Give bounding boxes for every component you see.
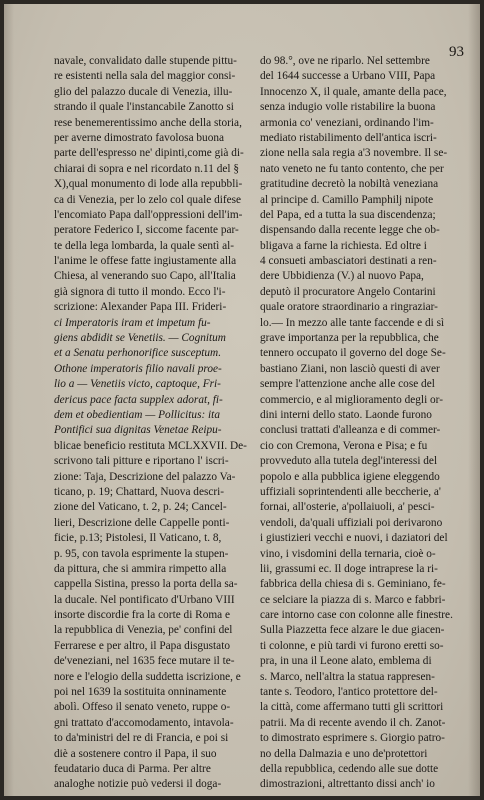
text-line: re esistenti nella sala del maggior consi- [54, 70, 236, 83]
text-line: lii, grassumi ec. Il doge intraprese la ri- [260, 562, 438, 575]
text-line: armonia co' veneziani, ordinando l'im- [260, 116, 434, 129]
text-line: nore e l'elogio della suddetta iscrizione, e [54, 670, 241, 683]
text-line: dimostrazioni, altrettanto dissi anch' io [260, 778, 435, 791]
text-line: parte dell'espresso ne' dipinti,come già di- [54, 147, 244, 160]
text-line: to dimostrato esprimere s. Giorgio patro- [260, 732, 445, 745]
text-line: insorte discordie fra la corte di Roma e [54, 609, 230, 622]
text-line: no della Dalmazia e uno de'protettori [260, 747, 428, 760]
text-line: gratitudine decretò la nobiltà veneziana [260, 178, 439, 191]
text-line: Ferrarese e per altro, il Papa disgustato [54, 639, 230, 652]
text-line: al principe d. Camillo Pamphilj nipote [260, 193, 434, 206]
text-line: zione: Taja, Descrizione del palazzo Va- [54, 470, 236, 483]
text-line: peratore Federico I, siccome facente par- [54, 224, 239, 237]
text-line: del 1644 successe a Urbano VIII, Papa [260, 70, 436, 83]
page-edge-shadow [468, 4, 480, 796]
text-line: care intorno case con colonne alle finestre. [260, 609, 453, 622]
text-line: zione nella sala regia a'3 novembre. Il se- [260, 147, 448, 160]
text-line: quale oratore straordinario a ringraziar- [260, 301, 438, 314]
text-line: lio a — Venetiis victo, captoque, Fri- [54, 378, 221, 391]
text-line: pra, in una il Leone alato, emblema di [260, 655, 432, 668]
text-line: gni trattato d'accomodamento, intavola- [54, 716, 234, 729]
text-line: scrivono tali pitture e riportano l' iscri- [54, 455, 229, 468]
text-line: patrii. Ma di recente avendo il ch. Zanot- [260, 716, 446, 729]
text-line: poi nel 1639 la sostituita onninamente [54, 686, 227, 699]
text-line: tante s. Teodoro, l'antico protettore del- [260, 686, 438, 699]
text-line: de'veneziani, nel 1635 fece mutare il te- [54, 655, 235, 668]
text-line: scrizione: Alexander Papa III. Frideri- [54, 301, 227, 314]
text-line: ti colonne, e più tardi vi furono eretti so- [260, 639, 444, 652]
text-line: bastiano Ziani, non lasciò questi di aver [260, 362, 440, 375]
text-line: zione del Vaticano, t. 2, p. 24; Cancel- [54, 501, 227, 514]
text-line: dere Ubbidienza (V.) al nuovo Papa, [260, 270, 424, 283]
text-line: tennero occupato il governo del doge Se- [260, 347, 446, 360]
text-line: do 98.°, ove ne riparlo. Nel settembre [260, 55, 430, 67]
text-line: fornai, all'osterie, a'pollaiuoli, a' pesci- [260, 501, 435, 514]
text-line: lo.— In mezzo alle tante faccende e di sì [260, 316, 445, 329]
book-page [4, 4, 480, 796]
text-line: X),qual monumento di lode alla repubbli- [54, 178, 243, 191]
text-line: cappella Sistina, presso la porta della sa- [54, 578, 238, 591]
text-line: ficie, p.13; Pistolesi, Il Vaticano, t. 8, [54, 532, 222, 545]
text-line: già signora di tutto il mondo. Ecco l'i- [54, 285, 226, 298]
text-line: deputò il procuratore Angelo Contarini [260, 285, 436, 298]
page-number: 93 [449, 44, 464, 60]
text-line: popolo e alla pubblica igiene eleggendo [260, 470, 440, 483]
page-gutter-shadow [4, 4, 14, 796]
text-line: Othone imperatoris filio navali proe- [54, 362, 222, 375]
text-line: conclusi trattati d'alleanza e di commer- [260, 424, 441, 437]
text-line: sempre l'attenzione anche alle cose del [260, 378, 435, 391]
text-line: p. 95, con tavola esprimente la stupen- [54, 547, 229, 560]
text-line: blicae beneficio restituta MCLXXVII. De- [54, 439, 247, 452]
text-line: della repubblica, cedendo alle sue dotte [260, 762, 439, 775]
text-line: Chiesa, al venerando suo Capo, all'Italia [54, 270, 236, 283]
text-line: Pontifici sua dignitas Venetae Reipu- [54, 424, 222, 437]
text-line: dericus pace facta supplex adorat, fi- [54, 393, 223, 406]
text-line: i giustizieri vecchi e nuovi, i daziatori del [260, 532, 448, 545]
text-line: commercio, e al miglioramento degli or- [260, 393, 443, 406]
text-line: la repubblica di Venezia, pe' confini del [54, 624, 233, 637]
text-line: lieri, Descrizione delle Cappelle ponti- [54, 516, 230, 529]
text-line: ticano, p. 19; Chattard, Nuova descri- [54, 485, 225, 498]
text-line: ci Imperatoris iram et impetum fu- [54, 316, 211, 329]
text-line: fabbrica della chiesa di s. Geminiano, fe- [260, 578, 446, 591]
text-line: strando il quale l'instancabile Zanotto si [54, 101, 234, 114]
text-line: nato veneto ne fu tanto contento, che per [260, 162, 444, 175]
text-line: dispensando dalla recente legge che ob- [260, 224, 440, 237]
text-line: dem et obedientiam — Pollicitus: ita [54, 408, 220, 421]
left-text-column [54, 54, 257, 793]
text-line: la città, come affermano tutti gli scrittori [260, 701, 444, 714]
text-line: rese benemerentissimo anche della storia, [54, 116, 242, 129]
text-line: analoghe notizie può vedersi il doga- [54, 778, 222, 791]
text-line: te della lega lombarda, la quale sentì al- [54, 239, 235, 252]
text-line: provveduto alla tutela degl'interessi del [260, 455, 438, 468]
text-line: per averne dimostrato favolosa buona [54, 131, 225, 144]
text-line: bligava a farne la richiesta. Ed oltre i [260, 239, 427, 252]
text-line: l'encomiato Papa dall'oppressioni dell'im- [54, 208, 243, 221]
text-line: abolì. Offeso il senato veneto, ruppe o- [54, 701, 231, 714]
text-line: s. Marco, nell'altra la statua rappresen- [260, 670, 435, 683]
text-line: l'anime le offese fatte ingiustamente alla [54, 255, 237, 268]
text-line: ce selciare la piazza di s. Marco e fabbri- [260, 593, 446, 606]
text-line: vino, i visdomini della ternaria, cioè o- [260, 547, 436, 560]
text-line: Innocenzo X, il quale, amante della pace, [260, 85, 447, 98]
text-line: mediato ristabilimento dell'antica iscri- [260, 131, 437, 144]
text-line: del Papa, ed a tutta la sua discendenza; [260, 208, 436, 221]
right-text-column [260, 54, 463, 793]
text-line: 4 consueti ambasciatori destinati a ren- [260, 255, 437, 268]
text-line: diè a sostenere contro il Papa, il suo [54, 747, 217, 760]
text-line: Sulla Piazzetta fece alzare le due giacen- [260, 624, 445, 637]
text-line: uffiziali soprintendenti alle beccherie, a' [260, 485, 441, 498]
text-line: senza indugio volle ristabilire la buona [260, 101, 436, 114]
text-line: grave importanza per la repubblica, che [260, 332, 439, 345]
text-line: glio del palazzo ducale di Venezia, illu- [54, 85, 233, 98]
text-line: chiarai di sopra e nel ricordato n.11 del § [54, 162, 239, 175]
text-line: navale, convalidato dalle stupende pittu- [54, 55, 237, 67]
text-line: ca di Venezia, per lo zelo col quale difese [54, 193, 242, 206]
text-line: vendoli, da'quali uffiziali poi derivarono [260, 516, 443, 529]
text-line: to da'ministri del re di Francia, e poi si [54, 732, 229, 745]
text-line: feudatario duca di Parma. Per altre [54, 762, 211, 775]
text-line: dini interni dello stato. Laonde furono [260, 408, 432, 421]
text-line: cio con Cremona, Verona e Pisa; e fu [260, 439, 428, 452]
text-line: giens abdidit se Venetiis. — Cognitum [54, 332, 226, 345]
text-line: la ducale. Nel pontificato d'Urbano VIII [54, 593, 235, 606]
text-line: et a Senatu perhonorifice susceptum. [54, 347, 222, 360]
text-line: da pittura, che si ammira rimpetto alla [54, 562, 227, 575]
